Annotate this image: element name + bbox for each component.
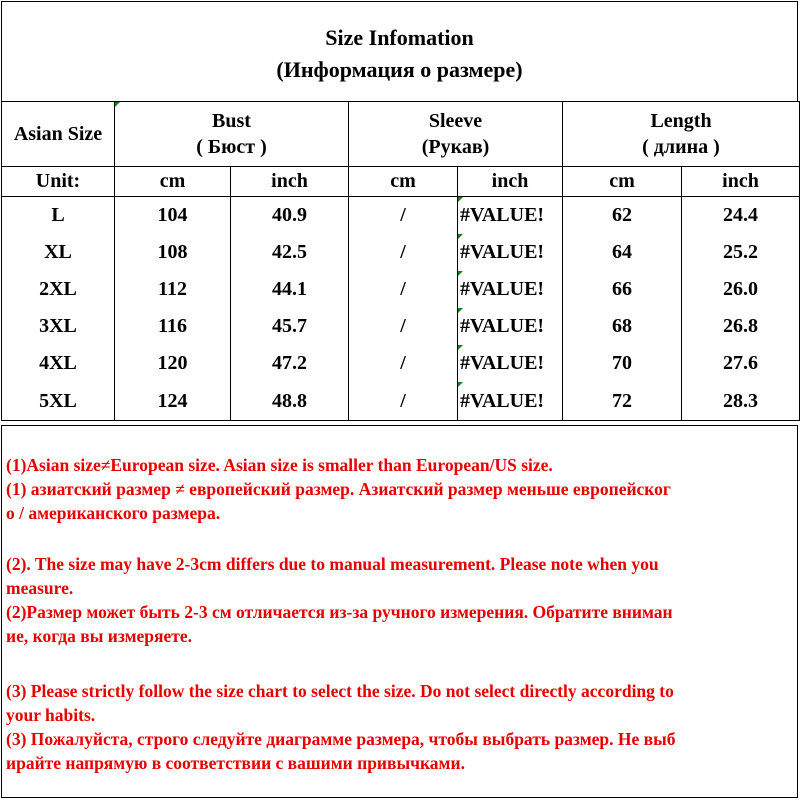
length-inch-cell: 27.6 [682, 345, 800, 382]
bust-cm-cell: 120 [115, 345, 231, 382]
bust-cm-cell: 104 [115, 197, 231, 235]
length-cm-cell: 70 [563, 345, 682, 382]
notes-box [1, 425, 798, 798]
header-sleeve: Sleeve (Рукав) [349, 102, 563, 167]
unit-row [2, 167, 800, 197]
cell-marker [458, 382, 463, 387]
bust-inch-cell: 45.7 [231, 308, 349, 345]
length-cm-cell: 62 [563, 197, 682, 235]
note-3-english-line-b: your habits. [6, 705, 96, 725]
sleeve-cm-cell: / [349, 308, 458, 345]
sleeve-inch-cell: #VALUE! [458, 382, 563, 421]
size-cell: 4XL [2, 345, 115, 382]
sleeve-inch-cell: #VALUE! [458, 271, 563, 308]
header-asian-size: Asian Size [2, 102, 115, 167]
header-bust: Bust ( Бюст ) [115, 102, 349, 167]
table-row [2, 197, 800, 235]
sleeve-inch-cell: #VALUE! [458, 345, 563, 382]
bust-inch-cell: 40.9 [231, 197, 349, 235]
size-cell: 3XL [2, 308, 115, 345]
note-1-english: (1)Asian size≠European size. Asian size is smaller than European/US size. [6, 455, 553, 475]
length-inch-cell: 26.8 [682, 308, 800, 345]
table-row [2, 345, 800, 382]
cell-marker [115, 102, 120, 107]
table-header-row [2, 102, 800, 167]
unit-bust-inch: inch [231, 167, 349, 197]
table-row [2, 308, 800, 345]
cell-marker [458, 271, 463, 276]
note-3-russian-line-a: (3) Пожалуйста, строго следуйте диаграмме размера, чтобы выбрать размер. Не выб [6, 729, 676, 749]
note-2-russian-line-a: (2)Размер может быть 2-3 см отличается из-за ручного измерения. Обратите вниман [6, 602, 673, 622]
length-inch-cell: 25.2 [682, 234, 800, 271]
note-2-russian-line-b: ие, когда вы измеряете. [6, 626, 193, 646]
table-row [2, 234, 800, 271]
cell-marker [458, 308, 463, 313]
size-cell: 5XL [2, 382, 115, 421]
sleeve-inch-cell: #VALUE! [458, 308, 563, 345]
bust-cm-cell: 116 [115, 308, 231, 345]
table-row [2, 271, 800, 308]
title-english: Size Infomation [325, 25, 474, 50]
length-cm-cell: 64 [563, 234, 682, 271]
bust-inch-cell: 48.8 [231, 382, 349, 421]
bust-cm-cell: 124 [115, 382, 231, 421]
note-3-english-line-a: (3) Please strictly follow the size chart to select the size. Do not select directly according to [6, 681, 674, 701]
unit-sleeve-inch: inch [458, 167, 563, 197]
size-cell: 2XL [2, 271, 115, 308]
bust-inch-cell: 47.2 [231, 345, 349, 382]
note-1-russian-line-b: о / американского размера. [6, 503, 221, 523]
unit-length-inch: inch [682, 167, 800, 197]
length-cm-cell: 72 [563, 382, 682, 421]
title-box [1, 1, 798, 102]
length-cm-cell: 68 [563, 308, 682, 345]
note-2-english-line-a: (2). The size may have 2-3cm differs due to manual measurement. Please note when you [6, 554, 659, 574]
bust-cm-cell: 108 [115, 234, 231, 271]
unit-label: Unit: [2, 167, 115, 197]
note-1-russian-line-a: (1) азиатский размер ≠ европейский размер. Азиатский размер меньше европейског [6, 479, 671, 499]
cell-marker [458, 345, 463, 350]
size-cell: L [2, 197, 115, 235]
title-russian: (Информация о размере) [276, 57, 523, 82]
length-cm-cell: 66 [563, 271, 682, 308]
length-inch-cell: 24.4 [682, 197, 800, 235]
unit-length-cm: cm [563, 167, 682, 197]
bust-inch-cell: 44.1 [231, 271, 349, 308]
sleeve-cm-cell: / [349, 345, 458, 382]
length-inch-cell: 26.0 [682, 271, 800, 308]
note-3-russian-line-b: ирайте напрямую в соответствии с вашими привычками. [6, 753, 465, 773]
unit-sleeve-cm: cm [349, 167, 458, 197]
table-row [2, 382, 800, 421]
sleeve-inch-cell: #VALUE! [458, 197, 563, 235]
length-inch-cell: 28.3 [682, 382, 800, 421]
size-table [1, 101, 800, 421]
sleeve-inch-cell: #VALUE! [458, 234, 563, 271]
header-length: Length ( длина ) [563, 102, 800, 167]
sleeve-cm-cell: / [349, 382, 458, 421]
unit-bust-cm: cm [115, 167, 231, 197]
size-cell: XL [2, 234, 115, 271]
bust-inch-cell: 42.5 [231, 234, 349, 271]
sleeve-cm-cell: / [349, 234, 458, 271]
sleeve-cm-cell: / [349, 197, 458, 235]
note-2-english-line-b: measure. [6, 578, 74, 598]
cell-marker [458, 234, 463, 239]
sleeve-cm-cell: / [349, 271, 458, 308]
bust-cm-cell: 112 [115, 271, 231, 308]
cell-marker [458, 197, 463, 202]
